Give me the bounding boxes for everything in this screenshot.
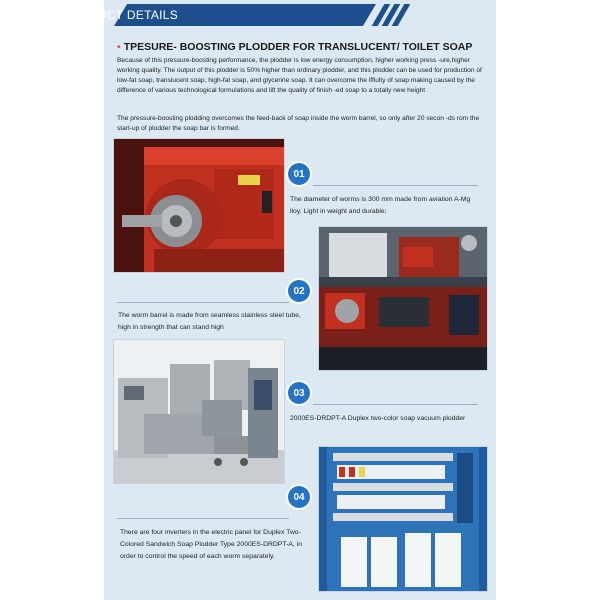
divider xyxy=(117,302,289,303)
divider xyxy=(313,185,478,186)
divider xyxy=(313,404,478,405)
feature-caption: The diameter of worms is 300 mm made from aviation A-Mg lloy. Light in weight and durable; xyxy=(290,196,471,215)
gearbox-illustration xyxy=(114,139,284,272)
feature-badge: 03 xyxy=(288,382,310,404)
feature-badge: 04 xyxy=(288,486,310,508)
gearbox-photo xyxy=(113,138,285,273)
plodder-illustration xyxy=(319,227,487,370)
product-description-2: The pressure-boosting plodding overcomes the feed-back of soap inside the worm barrel, so only after 20 secon -ds rom the start-up of plodder the soap bar is formed. xyxy=(117,115,480,132)
feature-caption: There are four inverters in the electric panel for Duplex Two-Colored Sandwich Soap Plodder Type 2000ES-DRDPT-A, in order to control the speed of each worm separately. xyxy=(120,529,302,560)
product-title-text: TPESURE- BOOSTING PLODDER FOR TRANSLUCENT/ TOILET SOAP xyxy=(123,41,473,53)
divider xyxy=(117,518,289,519)
duplex-plodder-photo xyxy=(113,339,285,484)
bullet-icon: • xyxy=(117,41,121,53)
banner-title: PRODUCT DETAILS xyxy=(62,8,179,22)
product-description: Because of this pressure-boosting performance, the plodder is low energy consumption, higher working press -ure,higher working quality. The output of this plodder is 50% higher than ordinary plodder, and this plodder can be used for production of low-fat soap, translucent soap, high-fat soap, and glycerine soap. It can overcome the iffiulty of soap making caused by the difference of various technological formulations and lift the quality of finish -ed soap to a totally new height xyxy=(117,57,482,94)
plodder-photo xyxy=(318,226,488,371)
feature-badge: 02 xyxy=(288,280,310,302)
electric-panel-photo xyxy=(318,446,488,592)
feature-caption: 2000ES-DRDPT-A Duplex two-color soap vacuum plodder xyxy=(290,415,466,422)
product-title xyxy=(117,41,497,53)
electric-panel-illustration xyxy=(319,447,487,591)
feature-caption: The worm barrel is made from seamless stainless steel tube, high in strength that can stand high xyxy=(118,312,301,331)
feature-badge: 01 xyxy=(288,163,310,185)
duplex-plodder-illustration xyxy=(114,340,284,483)
